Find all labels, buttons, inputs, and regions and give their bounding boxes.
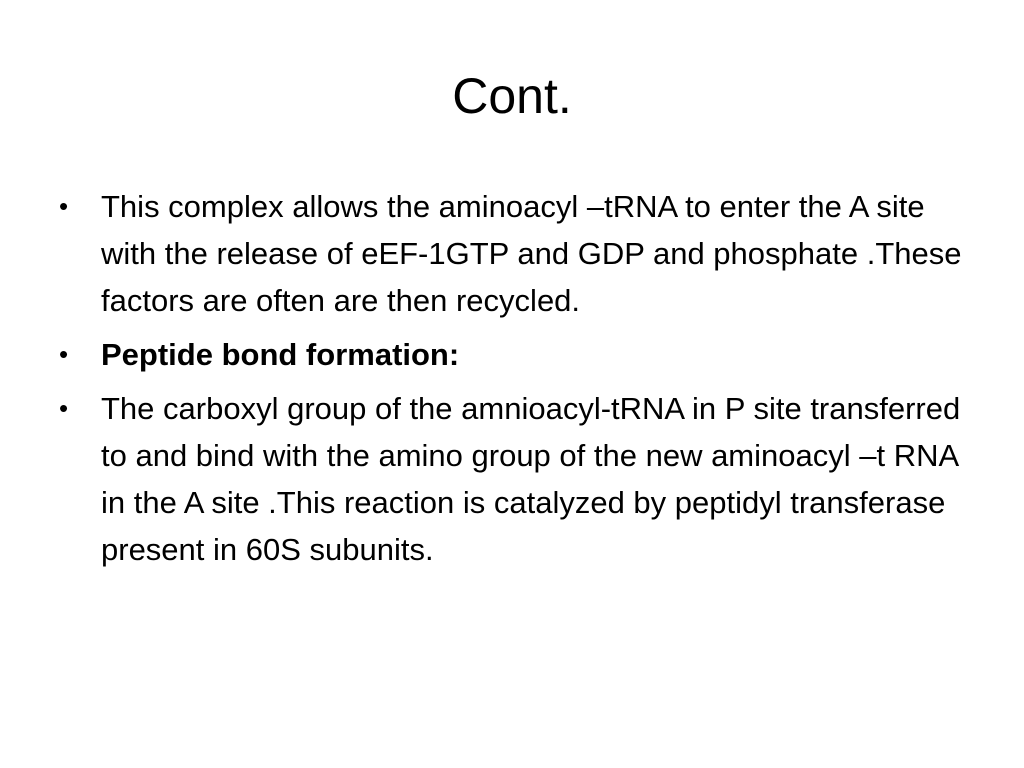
bullet-item-complex [56,183,976,324]
bullet-text: This complex allows the aminoacyl –tRNA to enter the A site with the release of eEF-1GTP and GDP and phosphate .These factors are often are then recycled. [101,189,962,318]
bullet-dot-icon: • [59,393,69,423]
bullet-dot-icon: • [59,191,69,221]
bullet-text: The carboxyl group of the amnioacyl-tRNA in P site transferred to and bind with the amino group of the new aminoacyl –t RNA in the A site .This reaction is catalyzed by peptidyl transferase present in 60S subunits. [101,391,961,567]
slide-title: Cont. [452,68,572,124]
bullet-dot-icon: • [59,339,69,369]
bullet-text-heading: Peptide bond formation: [101,337,460,372]
bullet-list [56,183,976,580]
bullet-item-peptide-bond [56,331,976,378]
bullet-item-carboxyl [56,385,976,573]
